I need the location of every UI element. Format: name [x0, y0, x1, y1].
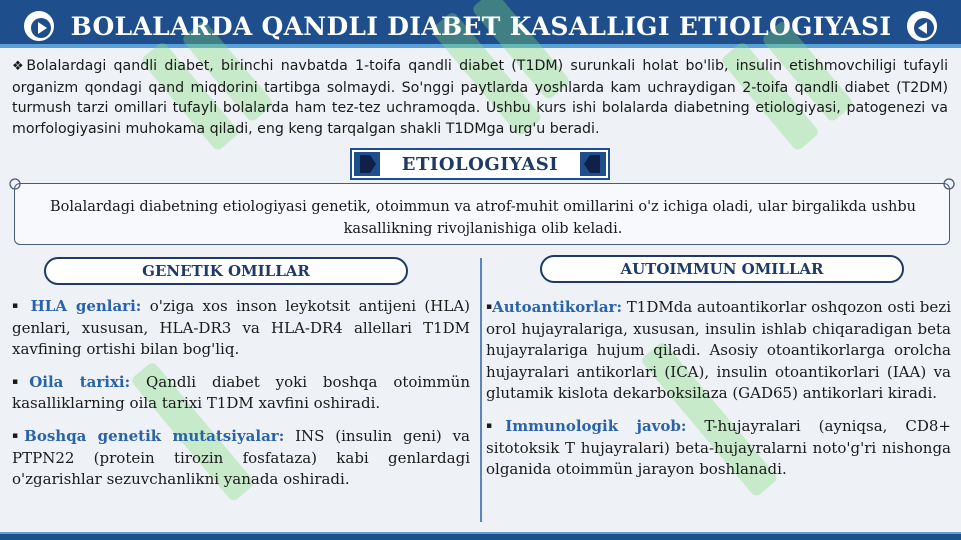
- column-divider: [480, 256, 482, 524]
- bullet: ▪: [486, 420, 506, 431]
- list-item: [12, 426, 470, 491]
- slide-title: BOLALARDA QANDLI DIABET KASALLIGI ETIOLOGIYASI: [70, 12, 892, 41]
- list-item: [486, 416, 951, 481]
- bullet: ▪: [486, 302, 493, 312]
- item-text: o'ziga xos inson leykotsit antijeni (HLA) genlari, xususan, HLA-DR3 va HLA-DR4 allellari T1DM xavfining ortishi bilan bog'liq.: [12, 297, 471, 359]
- play-right-icon: [30, 17, 52, 39]
- item-term: Autoantikorlar:: [492, 298, 622, 316]
- scroll-curl-icon: [7, 176, 23, 192]
- footer-bar: [0, 532, 961, 540]
- item-text: T-hujayralari (ayniqsa, CD8+ sitotoksik T hujayralari) beta-hujayralarni noto'g'ri nishonga olganida otoimmün jarayon boshlanadi.: [486, 416, 951, 479]
- list-item: [486, 297, 951, 405]
- list-item: [12, 372, 470, 415]
- item-text: INS (insulin geni) va PTPN22 (protein tirozin fosfataza) kabi genlardagi o'zgarishlar sezuvchanlikni yanada oshiradi.: [12, 426, 470, 489]
- header-stripe: [0, 44, 961, 48]
- section-title: ETIOLOGIYASI: [401, 154, 559, 175]
- next-slide-button[interactable]: [22, 9, 56, 43]
- list-item: [12, 296, 470, 361]
- intro-text: Bolalardagi qandli diabet, birinchi navbatda 1-toifa qandli diabet (T1DM) surunkali holat bo'lib, insulin etishmovchiligi tufayli organizm qondagi qand miqdorini tartibga solmaydi. So'nggi paytlarda yoshlarda kam uchraydigan 2-toifa qandli diabet (T2DM) turmush tarzi omillari tufayli bolalarda ham tez-tez uchramoqda. Ushbu kurs ishi bolalarda diabetning etiologiyasi, patogenezi va morfologiyasini muhokama qiladi, eng keng tarqalgan shakli T1DMga urg'u beradi.: [12, 58, 949, 137]
- footer-stripe: [0, 532, 961, 534]
- item-term: Oila tarixi:: [29, 372, 131, 391]
- item-text: T1DMda autoantikorlar oshqozon osti bezi orol hujayralariga, xususan, insulin ishlab chiqaradigan beta hujayralariga hujum qiladi. Asosiy otoantikorlarga orolcha hujayralari antikorlari (ICA), insulin otoantikorlari (IAA) va glutamik kislota dekarboksilaza (GAD65) antikorlari kiradi.: [486, 298, 951, 403]
- prev-slide-button[interactable]: [905, 9, 939, 43]
- genetik-list: [12, 296, 470, 502]
- item-text: Qandli diabet yoki boshqa otoimmün kasalliklarning oila tarixi T1DM xavfini oshiradi.: [12, 372, 470, 413]
- banner-right-cap-icon: [580, 152, 606, 176]
- section-banner: [350, 148, 610, 180]
- etiology-summary-text: Bolalardagi diabetning etiologiyasi genetik, otoimmun va atrof-muhit omillarini o'z ichiga oladi, ular birgalikda ushbu kasallikning rivojlanishiga olib keladi.: [49, 199, 917, 237]
- etiology-summary-scroll: [14, 183, 950, 245]
- play-left-icon: [913, 17, 935, 39]
- bullet: ▪: [12, 301, 22, 311]
- intro-paragraph: [12, 56, 948, 139]
- autoimmun-header: AUTOIMMUN OMILLAR: [540, 255, 904, 283]
- autoimmun-list: [486, 297, 951, 492]
- banner-left-cap-icon: [354, 152, 380, 176]
- bullet: ▪: [12, 430, 25, 441]
- item-term: Immunologik javob:: [505, 416, 687, 435]
- bullet: ▪: [12, 376, 30, 387]
- scroll-curl-icon: [941, 176, 957, 192]
- item-term: HLA genlari:: [21, 297, 142, 315]
- item-term: Boshqa genetik mutatsiyalar:: [24, 426, 285, 445]
- intro-bullet: ❖: [12, 59, 27, 74]
- genetik-header: GENETIK OMILLAR: [44, 257, 408, 285]
